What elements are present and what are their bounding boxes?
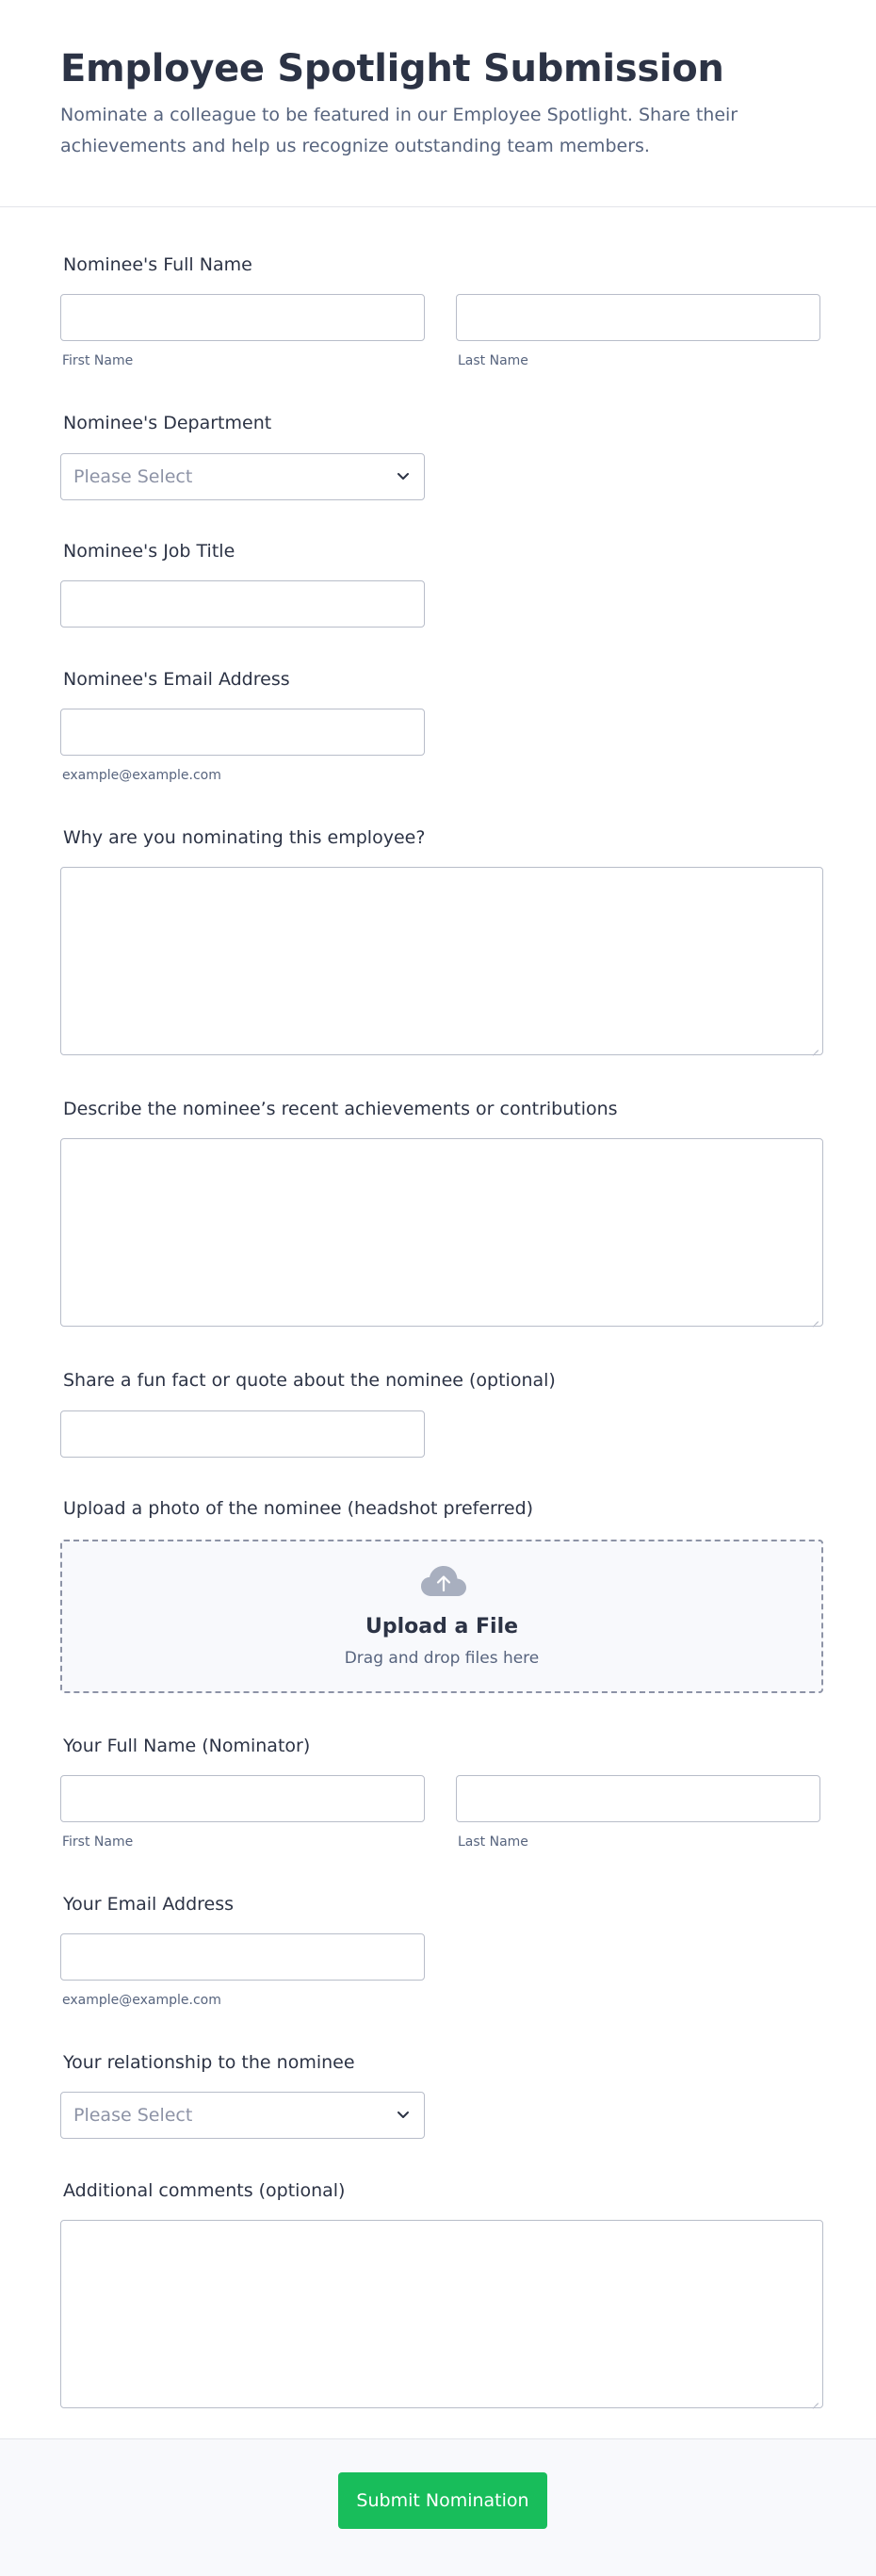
resize-handle-icon[interactable] [811, 1314, 819, 1322]
nominee-department-label: Nominee's Department [63, 413, 272, 433]
fun-fact-input[interactable] [60, 1410, 425, 1458]
fun-fact-label: Share a fun fact or quote about the nominee (optional) [63, 1370, 556, 1391]
nominee-name-label: Nominee's Full Name [63, 254, 252, 275]
nominee-job-title-input[interactable] [60, 580, 425, 628]
relationship-select[interactable] [60, 2092, 425, 2139]
photo-upload-label: Upload a photo of the nominee (headshot preferred) [63, 1498, 534, 1519]
chevron-down-icon [396, 2107, 411, 2122]
achievements-label: Describe the nominee’s recent achievements or contributions [63, 1099, 618, 1119]
submit-nomination-button[interactable]: Submit Nomination [338, 2472, 547, 2529]
page-description: Nominate a colleague to be featured in our Employee Spotlight. Share their achievements and help us recognize outstanding team members. [60, 105, 738, 156]
nominee-first-name-input[interactable] [60, 294, 425, 341]
why-nominating-label: Why are you nominating this employee? [63, 827, 426, 848]
nominator-first-name-input[interactable] [60, 1775, 425, 1822]
nominator-last-name-input[interactable] [456, 1775, 820, 1822]
additional-comments-label: Additional comments (optional) [63, 2180, 346, 2201]
nominator-email-sublabel: example@example.com [62, 1993, 221, 2008]
upload-hint: Drag and drop files here [344, 1649, 540, 1668]
nominee-first-name-sublabel: First Name [62, 353, 134, 368]
chevron-down-icon [396, 468, 411, 483]
achievements-textarea[interactable] [60, 1138, 823, 1327]
nominee-email-sublabel: example@example.com [62, 768, 221, 783]
nominator-email-label: Your Email Address [63, 1894, 235, 1915]
resize-handle-icon[interactable] [811, 1043, 819, 1051]
relationship-placeholder: Please Select [73, 2105, 193, 2126]
nominee-department-placeholder: Please Select [73, 466, 193, 487]
nominator-last-name-sublabel: Last Name [458, 1834, 528, 1850]
nominee-last-name-input[interactable] [456, 294, 820, 341]
why-nominating-textarea[interactable] [60, 867, 823, 1055]
cloud-upload-icon [420, 1564, 467, 1598]
nominee-email-label: Nominee's Email Address [63, 669, 290, 690]
nominee-job-title-label: Nominee's Job Title [63, 541, 235, 562]
file-upload-dropzone[interactable] [60, 1540, 823, 1693]
nominee-email-input[interactable] [60, 709, 425, 756]
resize-handle-icon[interactable] [811, 2396, 819, 2404]
form-footer [0, 2438, 876, 2576]
nominee-department-select[interactable] [60, 453, 425, 500]
nominator-name-label: Your Full Name (Nominator) [63, 1736, 311, 1756]
upload-title: Upload a File [365, 1615, 519, 1639]
relationship-label: Your relationship to the nominee [63, 2052, 355, 2073]
nominator-first-name-sublabel: First Name [62, 1834, 134, 1850]
nominator-email-input[interactable] [60, 1933, 425, 1981]
form-header [0, 0, 876, 207]
nominee-last-name-sublabel: Last Name [458, 353, 528, 368]
page-title: Employee Spotlight Submission [60, 47, 724, 90]
additional-comments-textarea[interactable] [60, 2220, 823, 2408]
